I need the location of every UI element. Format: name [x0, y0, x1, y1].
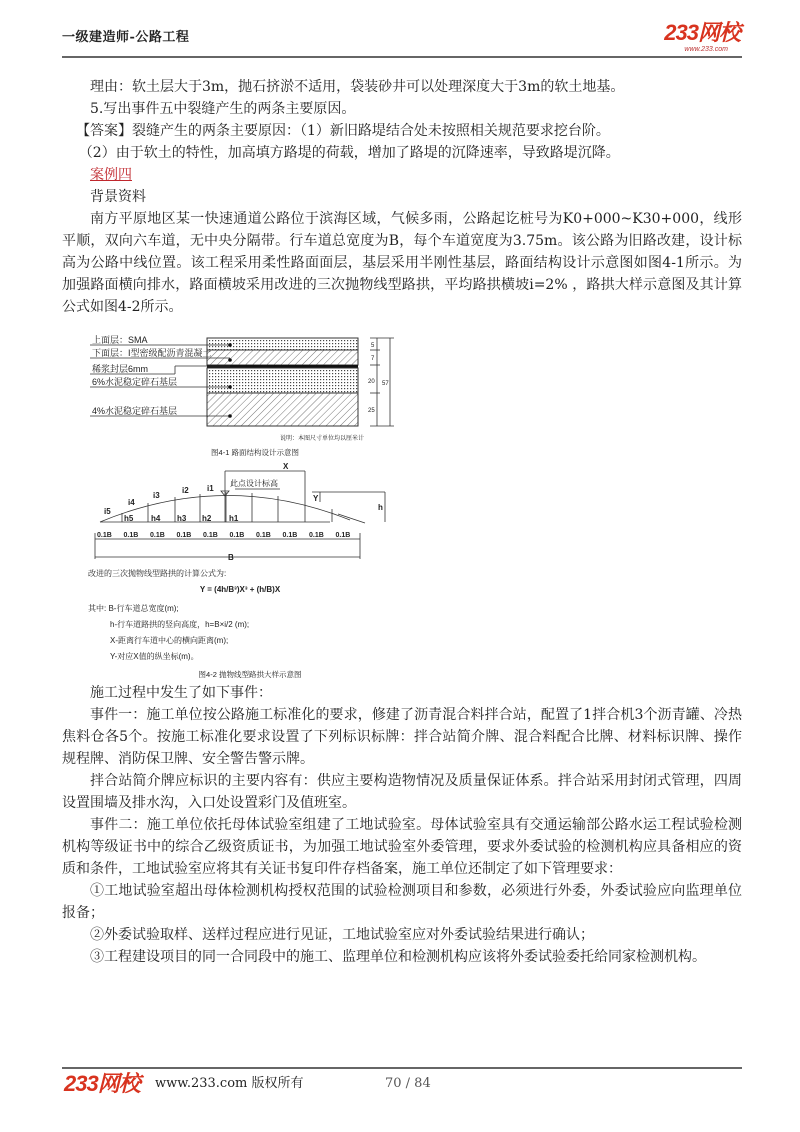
layer-base-4 [207, 393, 358, 426]
segment-label: 0.1B [176, 532, 192, 539]
background-label: 背景资料 [90, 189, 146, 205]
dim-label: 7 [371, 356, 375, 362]
height-label: h2 [202, 514, 212, 523]
layer-label: 6%水泥稳定碎石基层 [92, 377, 178, 387]
layer-label: 4%水泥稳定碎石基层 [92, 406, 178, 416]
header-divider [62, 56, 742, 58]
brand-logo: 233网校 [664, 20, 740, 45]
event-one: 事件一：施工单位按公路施工标准化的要求，修建了沥青混合料拌合站，配置了1拌合机3个沥青罐、冷热焦料仓各5个。按施工标准化要求设置了下列标识标牌：拌合站简介牌、混合料配合比牌、材料标识牌、操作规程牌、消防保卫牌、安全警告警示牌。 [62, 707, 742, 767]
answer: 【答案】裂缝产生的两条主要原因：（1）新旧路堤结合处未按照相关规范要求挖台阶。 [76, 123, 610, 139]
figures [80, 325, 410, 685]
question: 5.写出事件五中裂缝产生的两条主要原因。 [90, 101, 356, 117]
segment-label: 0.1B [150, 532, 165, 539]
footer-logo: 233网校 [64, 1071, 140, 1096]
y-label: Y [313, 494, 319, 503]
x-label: X [283, 462, 289, 471]
dim-label: 25 [368, 408, 375, 414]
height-label: h1 [229, 514, 239, 523]
slope-label: i2 [182, 486, 189, 495]
layer-label: 稀浆封层6mm [92, 364, 148, 374]
h-label: h [378, 503, 383, 512]
height-label: h5 [124, 514, 134, 523]
event-two: 事件二：施工单位依托母体试验室组建了工地试验室。母体试验室具有交通运输部公路水运工程试验检测机构等级证书中的综合乙级资质证书，为加强工地试验室外委管理，要求外委试验的检测机构应具备相应的资质和条件，工地试验室应将其有关证书复印件存档备案，施工单位还制定了如下管理要求： [62, 817, 742, 877]
height-label: h3 [177, 514, 187, 523]
slope-label: i1 [207, 484, 214, 493]
paragraph: 施工过程中发生了如下事件： [90, 685, 272, 701]
content-top [62, 76, 742, 318]
layer-lower-surface [207, 350, 358, 365]
paragraph: 拌合站简介牌应标识的主要内容有：供应主要构造物情况及质量保证体系。拌合站采用封闭式管理，四周设置围墙及排水沟，入口处设置彩门及值班室。 [62, 773, 742, 811]
figure-note: 说明：本图尺寸单位均以厘米计 [280, 436, 365, 442]
design-point-label: 此点设计标高 [230, 479, 278, 488]
case-title-text: 案例四 [90, 167, 132, 183]
dim-label: 20 [368, 379, 375, 385]
layer-base-6 [207, 368, 358, 393]
case-title [62, 164, 742, 186]
layer-label: 上面层：SMA [92, 335, 148, 345]
layer-label: 下面层：I型密级配沥青混凝土 [92, 348, 212, 358]
brand-logo-url: www.233.com [684, 46, 728, 53]
footer-copyright: www.233.com 版权所有 [155, 1076, 304, 1091]
paragraph: 理由：软土层大于3m，抛石挤淤不适用，袋装砂井可以处理深度大于3m的软土地基。 [90, 79, 625, 95]
formula-def: Y-对应X值的纵坐标(m)。 [110, 652, 199, 661]
document-title: 一级建造师-公路工程 [62, 30, 190, 45]
b-label: B [228, 553, 234, 562]
requirement-3: ③工程建设项目的同一合同段中的施工、监理单位和检测机构应该将外委试验委托给同家检测机构。 [90, 949, 706, 965]
requirement-2: ②外委试验取样、送样过程应进行见证，工地试验室应对外委试验结果进行确认； [90, 927, 594, 943]
formula-intro: 改进的三次抛物线型路拱的计算公式为: [88, 569, 227, 578]
figure-caption: 图4-1 路面结构设计示意图 [211, 448, 299, 457]
formula-def: X-距离行车道中心的横向距离(m); [110, 636, 229, 645]
background-text: 南方平原地区某一快速通道公路位于滨海区域，气候多雨，公路起讫桩号为K0+000~K30+000，线形平顺，双向六车道，无中央分隔带。行车道总宽度为B，每个车道宽度为3.75m。该公路为旧路改建，设计标高为公路中线位置。该工程采用柔性路面面层，基层采用半刚性基层，路面结构设计示意图如图4-1所示。为加强路面横向排水，路面横坡采用改进的三次抛物线型路拱，平均路拱横坡i=2% ，路拱大样示意图及其计算公式如图4-2所示。 [62, 211, 742, 315]
slope-label: i3 [153, 491, 160, 500]
formula: Y = (4h/B³)X³ + (h/B)X [199, 585, 281, 594]
formula-def: h-行车道路拱的竖向高度，h=B×i/2 (m); [110, 620, 250, 629]
segment-label: 0.1B [282, 532, 298, 539]
segment-label: 0.1B [335, 532, 351, 539]
figure-pavement-structure [90, 334, 394, 457]
segment-label: 0.1B [229, 532, 245, 539]
dim-label: 5 [371, 343, 375, 349]
height-label: h4 [151, 514, 161, 523]
segment-label: 0.1B [97, 532, 112, 539]
figure-caption: 图4-2 抛物线型路拱大样示意图 [198, 670, 302, 679]
slope-label: i4 [128, 498, 135, 507]
footer-divider [62, 1067, 742, 1069]
dim-label: 57 [382, 381, 389, 387]
segment-label: 0.1B [203, 532, 218, 539]
answer-continued: （2）由于软土的特性，加高填方路堤的荷载，增加了路堤的沉降速率，导致路堤沉降。 [78, 145, 620, 161]
segment-label: 0.1B [256, 532, 271, 539]
requirement-1: ①工地试验室超出母体检测机构授权范围的试验检测项目和参数，必须进行外委，外委试验应向监理单位报备； [62, 883, 742, 921]
slope-label: i5 [104, 507, 111, 516]
content-bottom [62, 682, 742, 968]
page-number: 70 / 84 [385, 1076, 431, 1091]
formula-where: 其中: B-行车道总宽度(m); [88, 604, 179, 613]
segment-label: 0.1B [123, 532, 139, 539]
segment-label: 0.1B [309, 532, 324, 539]
